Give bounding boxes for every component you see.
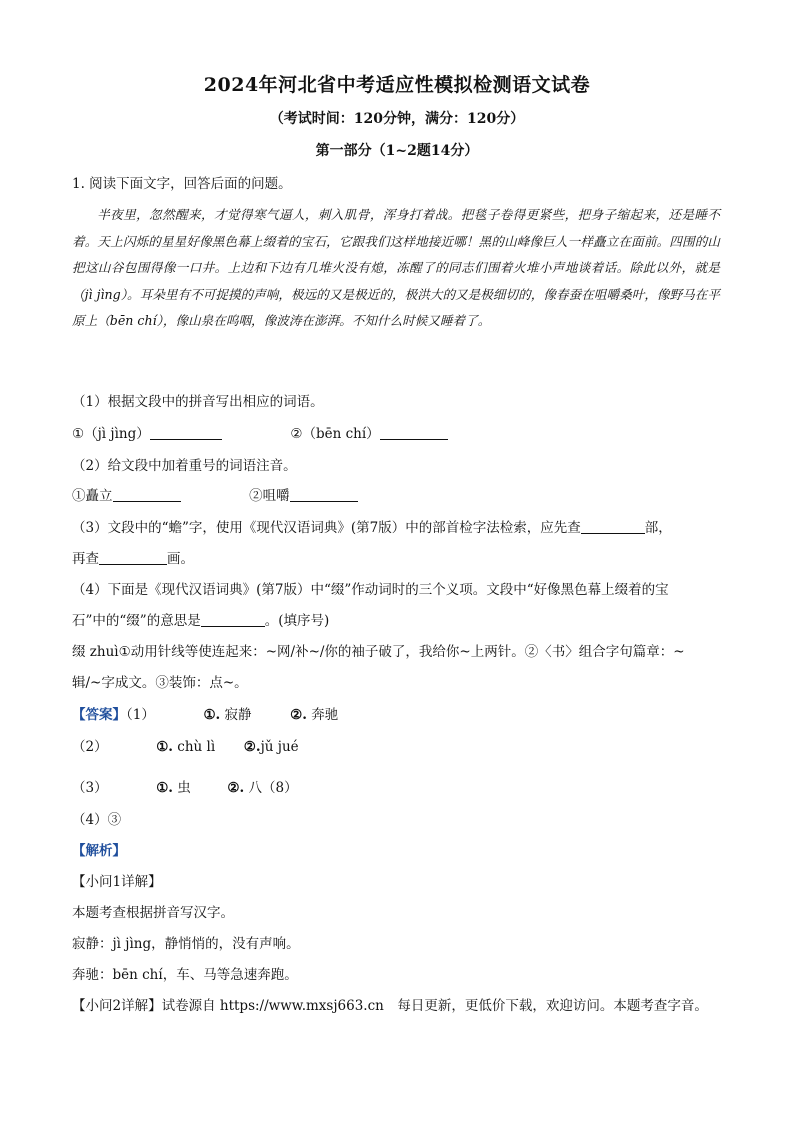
sub-question-1: （1）根据文段中的拼音写出相应的词语。	[72, 394, 324, 410]
answer-row-1	[72, 703, 338, 723]
sub-question-2-items	[72, 484, 358, 504]
answer-row-4: （4）③	[72, 812, 122, 828]
answer-blank	[290, 487, 358, 502]
analysis-q1-title: 【小问1详解】	[72, 874, 162, 890]
answer-row1-b: 奔驰	[311, 707, 339, 723]
answer-row3-b: 八（8）	[248, 780, 298, 796]
analysis-tag: 【解析】	[72, 843, 126, 859]
answer-blank	[581, 519, 645, 534]
sub4-text-b: 石”中的“缀”的意思是	[72, 613, 201, 629]
sub-question-3-line2	[72, 547, 194, 567]
dict-entry-line1: 缀 zhuì①动用针线等使连起来：~网/补~/你的袖子破了，我给你~上两针。②〈书〉组合字句篇章：~	[72, 644, 685, 660]
answer-row2-a-num: ①.	[156, 739, 173, 755]
question-stem: 1. 阅读下面文字，回答后面的问题。	[72, 176, 292, 192]
sub3-text-d: 画。	[167, 551, 194, 567]
analysis-q1-line3: 奔驰：bēn chí，车、马等急速奔跑。	[72, 967, 298, 983]
answer-row2-a: chù lì	[177, 739, 216, 755]
sub-question-4-line1: （4）下面是《现代汉语词典》(第7版）中“缀”作动词时的三个义项。文段中“好像黑色幕上缀着的宝	[72, 582, 669, 598]
sub1-item-b: ②（bēn chí）	[290, 426, 380, 442]
answer-blank	[201, 612, 265, 627]
answer-blank	[113, 487, 181, 502]
answer-tag: 【答案】	[72, 707, 126, 723]
answer-row3-b-num: ②.	[227, 780, 245, 796]
answer-row3-a: 虫	[177, 780, 191, 796]
answer-blank	[99, 550, 167, 565]
exam-info: （考试时间：120分钟，满分：120分）	[269, 111, 525, 127]
sub4-text-c: 。(填序号)	[264, 613, 330, 629]
sub2-item-a: ①矗立	[72, 488, 113, 504]
answer-row2-b: jǔ jué	[260, 739, 299, 755]
part-title: 第一部分（1~2题14分）	[315, 143, 479, 159]
sub-question-2: （2）给文段中加着重号的词语注音。	[72, 458, 297, 474]
answer-row3-a-num: ①.	[156, 780, 173, 796]
answer-row2-label: （2）	[72, 739, 108, 755]
sub2-item-b: ②咀嚼	[249, 488, 290, 504]
answer-row-2	[72, 735, 299, 755]
answer-blank	[150, 425, 222, 440]
answer-row-3	[72, 776, 298, 796]
answer-row1-a: 寂静	[224, 707, 252, 723]
sub3-text-b: 部，	[644, 520, 672, 536]
analysis-q1-line2: 寂静：jì jìng，静悄悄的，没有声响。	[72, 936, 300, 952]
analysis-q2-line1: 试卷源自 https://www.mxsj663.cn 每日更新，更低价下载，欢迎访问。本题考查字音。	[161, 998, 708, 1014]
answer-row2-b-num: ②.	[243, 739, 261, 755]
analysis-q1-line1: 本题考查根据拼音写汉字。	[72, 905, 234, 921]
dict-entry-line2: 辑/~字成文。③装饰：点~。	[72, 675, 248, 691]
answer-blank	[380, 425, 448, 440]
answer-row1-a-num: ①.	[203, 707, 221, 723]
sub-question-3-line1	[72, 516, 672, 536]
analysis-q2-line	[72, 994, 708, 1014]
answer-row1-label: （1）	[126, 707, 155, 723]
reading-passage: 半夜里，忽然醒来，才觉得寒气逼人，刺入肌骨，浑身打着战。把毯子卷得更紧些，把身子缩起来，还是睡不着。天上闪烁的星星好像黑色幕上缀着的宝石，它跟我们这样地接近哪！黑的山峰像巨人一样矗立在面前。四围的山把这山谷包围得像一口井。上边和下边有几堆火没有熄，冻醒了的同志们围着火堆小声地谈着话。除此以外，就是（jì jìng）。耳朵里有不可捉摸的声响，极远的又是极近的，极洪大的又是极细切的，像春蚕在咀嚼桑叶，像野马在平原上（bēn chí），像山泉在呜咽，像波涛在澎湃。不知什么时候又睡着了。	[72, 207, 720, 329]
sub1-item-a: ①（jì jìng）	[72, 426, 150, 442]
answer-row1-b-num: ②.	[290, 707, 307, 723]
page-title: 2024年河北省中考适应性模拟检测语文试卷	[203, 74, 591, 96]
sub-question-1-items	[72, 422, 448, 442]
sub-question-4-line2	[72, 609, 329, 629]
answer-row3-label: （3）	[72, 780, 108, 796]
analysis-q2-title: 【小问2详解】	[72, 998, 162, 1014]
sub3-text-c: 再查	[72, 551, 99, 567]
sub3-text-a: （3）文段中的“蟾”字，使用《现代汉语词典》(第7版）中的部首检字法检索，应先查	[72, 520, 581, 536]
